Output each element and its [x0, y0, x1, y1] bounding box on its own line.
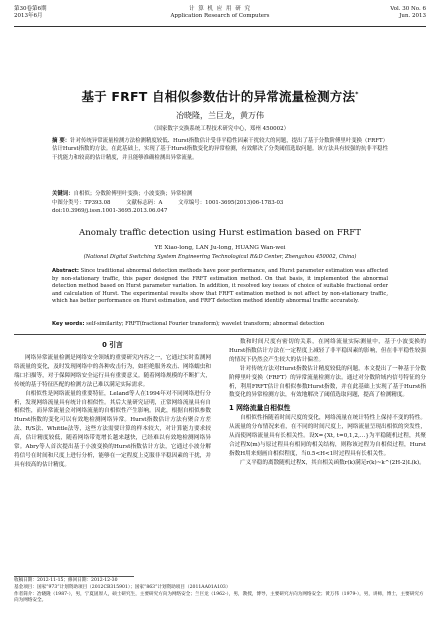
journal-name-en: Application Research of Computers [170, 13, 270, 19]
keywords-en-text: self-similarity; FRFT(fractional Fourier transform); wavelet transform; abnormal detection [86, 321, 325, 327]
issue-date-en: Jun. 2013 [399, 13, 426, 19]
title-footnote-mark: * [355, 90, 359, 98]
english-authors: YE Xiao-long, LAN Ju-long, HUANG Wan-wei [154, 245, 286, 251]
section-heading-self-similarity: 1 网络流量自相似性 [229, 404, 291, 413]
body-paragraph: 广义平稳的离散随机过程X，其自相关函数r(k)满足r(k)~k^(2H-2)L(k)。 [240, 459, 425, 466]
doi-link[interactable]: doi:10.3969/j.issn.1001-3695.2013.06.047 [52, 208, 168, 214]
body-paragraph: 针对传统方法对Hurst指数估计精度较低的问题，本文提出了一种基于分数阶傅里叶变换（FRFT）的异常流量检测方法。通过对分数阶域内信号特征的分析，利用FRFT估计自相似参数Hurst指数，并在此基础上实现了基于Hurst指数变化的异常检测方法，有效地解决了阈值选取问题，提高了检测精度。 [229, 365, 426, 399]
body-paragraph: 网络异常流量检测是网络安全领域的重要研究内容之一，它通过实时监测网络流量的变化，及时发现网络中的各种攻击行为，如拒绝服务攻击、网络蠕虫和端口扫描等，对于保障网络安全运行具有重要意义。随着网络规模的不断扩大，传统的基于特征匹配的检测方法已难以满足实际需求。 [14, 355, 211, 388]
author-affiliation: （国家数字交换系统工程技术研究中心，郑州 450002） [150, 126, 290, 132]
abstract-en-label: Abstract: [52, 268, 79, 274]
keywords-cn [52, 190, 388, 198]
header-rule [14, 26, 426, 27]
header-center [14, 6, 426, 20]
article-number: 文章编号：1001-3695(2013)06-1783-03 [178, 200, 284, 206]
abstract-cn-label: 摘 要： [52, 138, 71, 144]
running-header [14, 6, 426, 28]
paper-title-text: 基于 FRFT 自相似参数估计的异常流量检测方法 [81, 89, 356, 104]
body-column-right [229, 338, 426, 572]
journal-name-cn: 计 算 机 应 用 研 究 [189, 6, 251, 12]
received-date: 收稿日期：2012-11-15；修回日期：2012-12-30 [14, 578, 118, 583]
classification-meta [52, 199, 388, 207]
english-title: Anomaly traffic detection using Hurst estimation based on FRFT [79, 228, 361, 238]
header-right [390, 6, 426, 20]
body-paragraph: 自相似性指随着时间尺度的变化，网络流量在统计特性上保持不变的特性。从流量的分布情况来看，在不同的时间尺度上，网络流量呈现出相似的突发性，从而使网络流量具有长相关性。设X={Xt, t=0,1,2,…}为平稳随机过程，其聚合过程X(m)与原过程具有相同的相关结构，则称该过程为自相似过程，Hurst指数H用来刻画自相似程度，当0.5<H<1时过程具有长相关性。 [229, 415, 426, 457]
volume-issue: 第30卷第6期 [14, 6, 47, 12]
clc-number: 中图分类号：TP393.08 [52, 200, 111, 206]
body-paragraph: 自相似性是网络流量的重要特征，Leland等人在1994年对不同网络进行分析，发现网络流量具有统计自相似性。其后大量研究证明，正常网络流量具有自相似性，而异常流量会对网络流量的自相似性产生影响。因此，根据自相似参数Hurst指数的变化可以有效地检测网络异常。Hurst指数估计方法有聚合方差法、R/S法、Whittle法等，这些方法需要计算的样本较大，对计算能力要求较高，估计精度较低，随着网络带宽增长越来越快，已经难以有效地检测网络异常。Abry等人首次提出基于小波变换的Hurst指数估计方法，它通过小波分解将信号在时间和尺度上进行分析，能够在一定程度上克服非平稳因素的干扰，并具有较高的估计精度。 [14, 390, 211, 468]
footnote-rule [14, 576, 134, 577]
footnotes [14, 578, 426, 605]
abstract-cn-text: 针对传统异常流量检测方法检测精度较低、Hurst指数估计受非平稳性因素干扰较大的问题，提出了基于分数阶傅里叶变换（FRFT）估计Hurst指数的方法。在此基础上，实现了基于Hurst指数变化的异常检测，有效解决了分类阈值选取问题。该方法具有较强的抗非平稳性干扰能力和较高的估计精度，并且能够准确检测出异常流量。 [52, 138, 388, 161]
document-code: 文献标志码：A [126, 200, 163, 206]
keywords-en-label: Key words: [52, 321, 85, 327]
abstract-cn [52, 137, 388, 162]
body-column-left [14, 338, 211, 572]
body-paragraph: 数和时间尺度有密切的关系，在网络流量实际测量中，基于小波变换的Hurst指数估计方法在一定程度上减轻了非平稳因素的影响，但在非平稳性较强的情况下仍然会产生较大的估计偏差。 [229, 339, 426, 363]
english-affiliation: (National Digital Switching System Engineering Technological R&D Center, Zhengzhou 450002, China) [83, 254, 357, 260]
fund-info: 基金项目：国家“973”计划资助项目（2012CB315901）；国家“863”计划资助项目（2011AA01A103） [14, 584, 231, 590]
issue-date: 2013年6月 [14, 13, 43, 19]
author-list: 冶晓隆，兰巨龙，黄万伟 [176, 111, 264, 120]
keywords-cn-text: 自相似；分数阶傅里叶变换；小波变换；异常检测 [73, 191, 193, 197]
volume-issue-en: Vol. 30 No. 6 [390, 6, 426, 12]
abstract-en-text: Since traditional abnormal detection methods have poor performance, and Hurst parameter estimation was affected by non-stationary traffic, this paper designed the FRFT estimation method. On that basis, it implemented the abnormal detection method based on Hurst parameter variation. In addition, it resolved key issues of choice of suitable fractional order and calculation of Hurst. The experimental results show that FRFT estimation method is not affect by non-stationary traffic, which has better performance on Hurst estimation, and FRFT detection method identify abnormal traffic accurately. [52, 268, 388, 305]
paper-title [0, 87, 440, 105]
abstract-rule [14, 334, 426, 335]
section-heading-intro: 0 引言 [102, 341, 123, 349]
keywords-cn-label: 关键词： [52, 191, 74, 197]
author-bio: 作者简介：冶晓隆（1987-），男，宁夏固原人，硕士研究生，主要研究方向为网络安全；兰巨龙（1962-），男，教授，博导，主要研究方向为网络安全；黄万伟（1979-），男，讲师，博士，主要研究方向为网络安全。 [14, 591, 424, 604]
abstract-en [52, 268, 388, 306]
keywords-en [52, 321, 388, 329]
